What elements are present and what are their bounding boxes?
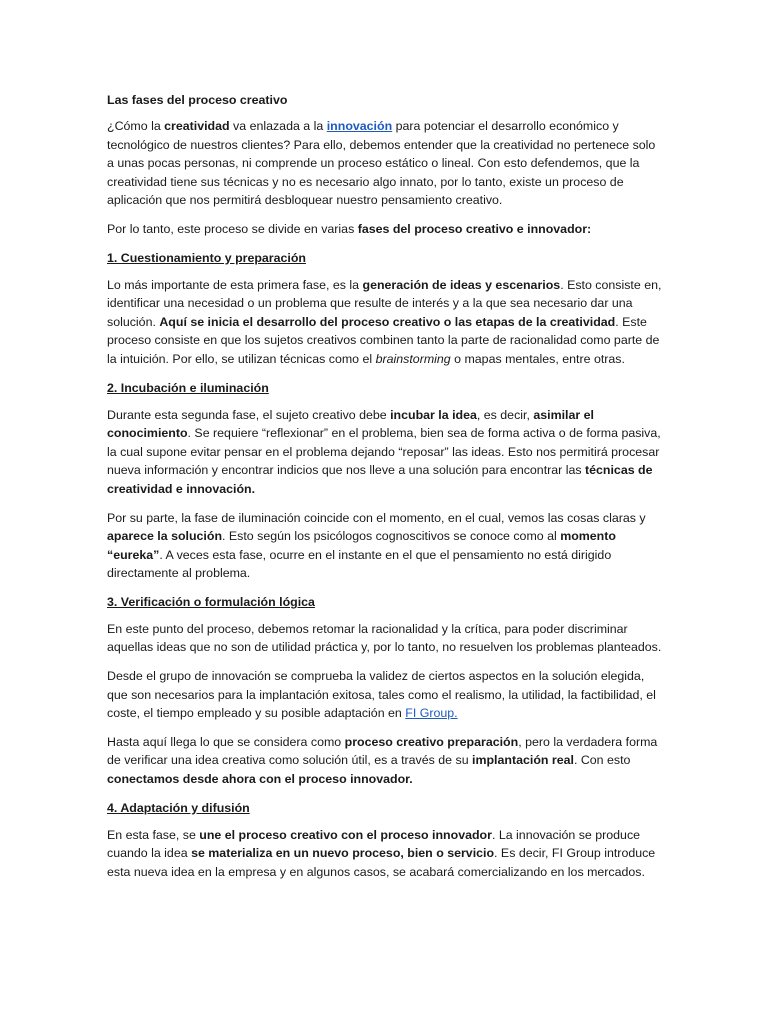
- text-run: . Es decir, FI Group introduce esta nueva idea en la empresa y en algunos casos, se acabará comercializando en los mercados.: [107, 846, 656, 879]
- bold-text: proceso creativo preparación: [344, 734, 519, 749]
- bold-text: Aquí se inicia el desarrollo del proceso creativo o las etapas de la creatividad: [159, 314, 616, 329]
- section-2-paragraph-2: [107, 509, 663, 583]
- text-run: Durante esta segunda fase, el sujeto creativo debe: [107, 407, 391, 422]
- bold-text: implantación real: [472, 753, 574, 768]
- text-run: . Esto consiste en, identificar una necesidad o un problema que resulte de interés y a la que sea necesario dar una solución.: [107, 277, 662, 329]
- text-run: , es decir,: [476, 407, 534, 422]
- fi-group-link[interactable]: FI Group.: [405, 706, 458, 721]
- section-heading-3: 3. Verificación o formulación lógica: [107, 594, 315, 609]
- text-run: ¿Cómo la: [107, 119, 165, 133]
- italic-text: brainstorming: [375, 351, 451, 366]
- text-run: para potenciar el desarrollo económico y tecnológico de nuestros clientes? Para ello, debemos entender que la creatividad no pertenece solo a unas pocas personas, ni comprende un proceso estático o lineal. Con esto defendemos, que la creatividad tiene sus técnicas y no es necesario algo innato, por lo tanto, existe un proceso de aplicación que nos permitirá desbloquear nuestro pensamiento creativo.: [107, 119, 656, 208]
- phases-intro-paragraph: [107, 220, 663, 239]
- section-heading-2: 2. Incubación e iluminación: [107, 380, 269, 395]
- text-run: , pero la verdadera forma de verificar una idea creativa como solución útil, es a través de su: [107, 734, 658, 768]
- section-1-paragraph: [107, 276, 663, 369]
- bold-text: asimilar el conocimiento: [107, 407, 594, 441]
- section-4-paragraph: [107, 826, 663, 882]
- section-3-paragraph-2: [107, 667, 663, 723]
- text-run: Por su parte, la fase de iluminación coincide con el momento, en el cual, vemos las cosas claras y: [107, 510, 646, 525]
- text-run: . A veces esta fase, ocurre en el instante en el que el pensamiento no está dirigido directamente al problema.: [107, 547, 612, 581]
- text-run: . Con esto: [573, 753, 631, 768]
- text-run: Hasta aquí llega lo que se considera como: [107, 734, 345, 749]
- bold-text: generación de ideas y escenarios: [362, 277, 561, 292]
- text-run: o mapas mentales, entre otras.: [450, 351, 625, 366]
- document-title: Las fases del proceso creativo: [107, 93, 288, 107]
- section-2-paragraph-1: [107, 406, 663, 499]
- bold-text: une el proceso creativo con el proceso innovador: [199, 827, 492, 842]
- intro-paragraph: [107, 117, 663, 210]
- text-run: va enlazada a la: [229, 119, 327, 133]
- bold-text: técnicas de creatividad e innovación.: [107, 463, 653, 496]
- bold-text: momento “eureka”: [107, 529, 616, 562]
- bold-text: fases del proceso creativo e innovador:: [357, 221, 592, 236]
- text-run: Por lo tanto, este proceso se divide en varias: [107, 221, 358, 236]
- bold-text: incubar la idea: [390, 407, 477, 422]
- text-run: Lo más importante de esta primera fase, es la: [107, 277, 363, 292]
- bold-text: se materializa en un nuevo proceso, bien o servicio: [191, 846, 495, 861]
- document-body: [107, 91, 663, 891]
- bold-text: conectamos desde ahora con el proceso innovador.: [107, 772, 413, 787]
- text-run: En esta fase, se: [107, 827, 200, 842]
- bold-text: creatividad: [164, 119, 230, 133]
- section-3-paragraph-1: En este punto del proceso, debemos retomar la racionalidad y la crítica, para poder discriminar aquellas ideas que no son de utilidad práctica y, por lo tanto, no resuelven los problemas planteados.: [107, 621, 662, 655]
- text-run: . Este proceso consiste en que los sujetos creativos combinen tanto la parte de racionalidad como parte de la intuición. Por ello, se utilizan técnicas como el: [107, 314, 660, 366]
- section-3-paragraph-3: [107, 733, 663, 789]
- text-run: . La innovación se produce cuando la idea: [107, 827, 641, 861]
- bold-text: aparece la solución: [107, 529, 223, 544]
- section-heading-4: 4. Adaptación y difusión: [107, 800, 250, 815]
- text-run: Desde el grupo de innovación se comprueba la validez de ciertos aspectos en la solución elegida, que son necesarios para la implantación exitosa, tales como el realismo, la utilidad, la factibilidad, el coste, el tiempo empleado y su posible adaptación en: [107, 669, 656, 721]
- innovation-link[interactable]: innovación: [326, 119, 393, 133]
- section-heading-1: 1. Cuestionamiento y preparación: [107, 250, 306, 265]
- text-run: . Se requiere “reflexionar” en el problema, bien sea de forma activa o de forma pasiva, la cual supone evitar pensar en el problema dejando “reposar” las ideas. Esto nos permitirá procesar nueva información y encontrar indicios que nos lleve a una solución para encontrar las: [107, 426, 661, 478]
- text-run: . Esto según los psicólogos cognoscitivos se conoce como al: [222, 529, 561, 544]
